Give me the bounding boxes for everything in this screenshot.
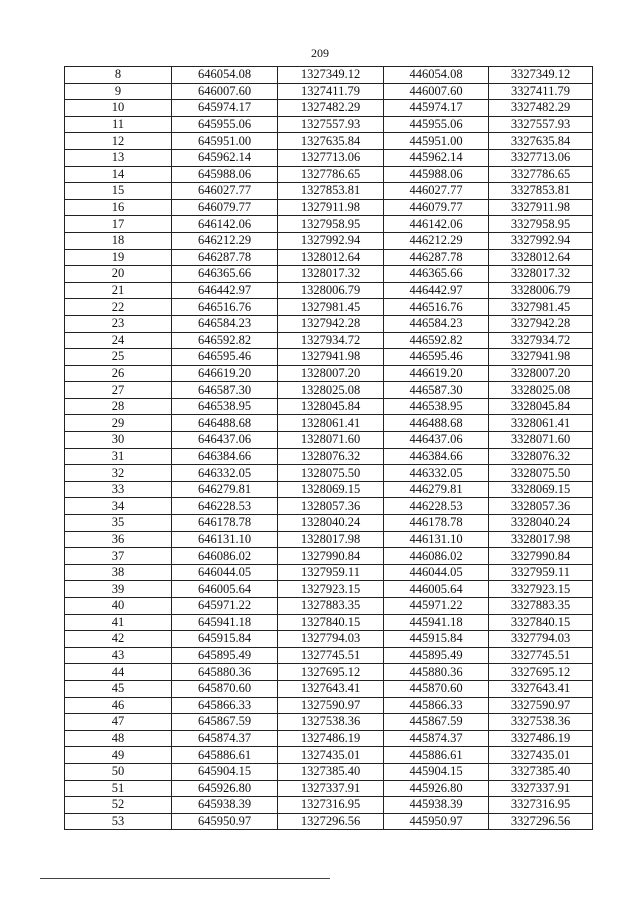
y1-cell: 1328075.50 bbox=[278, 465, 384, 482]
x2-cell: 445974.17 bbox=[384, 100, 489, 117]
x2-cell: 445880.36 bbox=[384, 664, 489, 681]
y1-cell: 1327990.84 bbox=[278, 548, 384, 565]
y2-cell: 3328045.84 bbox=[489, 398, 593, 415]
point-number-cell: 15 bbox=[65, 183, 172, 200]
point-number-cell: 23 bbox=[65, 315, 172, 332]
y2-cell: 3327745.51 bbox=[489, 647, 593, 664]
y1-cell: 1328045.84 bbox=[278, 398, 384, 415]
point-number-cell: 17 bbox=[65, 216, 172, 233]
point-number-cell: 48 bbox=[65, 730, 172, 747]
y1-cell: 1327958.95 bbox=[278, 216, 384, 233]
x2-cell: 446365.66 bbox=[384, 266, 489, 283]
x1-cell: 645870.60 bbox=[172, 680, 278, 697]
x1-cell: 646287.78 bbox=[172, 249, 278, 266]
x2-cell: 445867.59 bbox=[384, 714, 489, 731]
x2-cell: 445866.33 bbox=[384, 697, 489, 714]
y1-cell: 1328061.41 bbox=[278, 415, 384, 432]
x1-cell: 646619.20 bbox=[172, 365, 278, 382]
point-number-cell: 45 bbox=[65, 680, 172, 697]
x2-cell: 446437.06 bbox=[384, 432, 489, 449]
y2-cell: 3327695.12 bbox=[489, 664, 593, 681]
y2-cell: 3327713.06 bbox=[489, 149, 593, 166]
table-row bbox=[65, 166, 593, 183]
x1-cell: 646587.30 bbox=[172, 382, 278, 399]
y1-cell: 1327349.12 bbox=[278, 67, 384, 84]
point-number-cell: 12 bbox=[65, 133, 172, 150]
x1-cell: 646079.77 bbox=[172, 199, 278, 216]
table-row bbox=[65, 664, 593, 681]
x1-cell: 646516.76 bbox=[172, 299, 278, 316]
y2-cell: 3327786.65 bbox=[489, 166, 593, 183]
y1-cell: 1327643.41 bbox=[278, 680, 384, 697]
x1-cell: 646437.06 bbox=[172, 432, 278, 449]
y2-cell: 3327911.98 bbox=[489, 199, 593, 216]
table-row bbox=[65, 332, 593, 349]
table-row bbox=[65, 382, 593, 399]
x1-cell: 646142.06 bbox=[172, 216, 278, 233]
y2-cell: 3327942.28 bbox=[489, 315, 593, 332]
y2-cell: 3327883.35 bbox=[489, 598, 593, 615]
table-row bbox=[65, 183, 593, 200]
table-row bbox=[65, 415, 593, 432]
y1-cell: 1327942.28 bbox=[278, 315, 384, 332]
y2-cell: 3327482.29 bbox=[489, 100, 593, 117]
y2-cell: 3327643.41 bbox=[489, 680, 593, 697]
point-number-cell: 18 bbox=[65, 232, 172, 249]
x2-cell: 446007.60 bbox=[384, 83, 489, 100]
x2-cell: 446584.23 bbox=[384, 315, 489, 332]
x1-cell: 645955.06 bbox=[172, 116, 278, 133]
x1-cell: 645962.14 bbox=[172, 149, 278, 166]
table-row bbox=[65, 349, 593, 366]
y1-cell: 1327635.84 bbox=[278, 133, 384, 150]
point-number-cell: 52 bbox=[65, 797, 172, 814]
y2-cell: 3328007.20 bbox=[489, 365, 593, 382]
table-row bbox=[65, 763, 593, 780]
point-number-cell: 31 bbox=[65, 448, 172, 465]
y1-cell: 1327482.29 bbox=[278, 100, 384, 117]
y1-cell: 1327959.11 bbox=[278, 564, 384, 581]
y1-cell: 1327538.36 bbox=[278, 714, 384, 731]
x1-cell: 645971.22 bbox=[172, 598, 278, 615]
y1-cell: 1327934.72 bbox=[278, 332, 384, 349]
y1-cell: 1327695.12 bbox=[278, 664, 384, 681]
y2-cell: 3327934.72 bbox=[489, 332, 593, 349]
table-row bbox=[65, 714, 593, 731]
table-row bbox=[65, 67, 593, 84]
table-row bbox=[65, 531, 593, 548]
x1-cell: 645886.61 bbox=[172, 747, 278, 764]
x2-cell: 445915.84 bbox=[384, 631, 489, 648]
point-number-cell: 26 bbox=[65, 365, 172, 382]
y1-cell: 1327296.56 bbox=[278, 813, 384, 830]
point-number-cell: 49 bbox=[65, 747, 172, 764]
point-number-cell: 41 bbox=[65, 614, 172, 631]
y2-cell: 3327958.95 bbox=[489, 216, 593, 233]
y1-cell: 1328007.20 bbox=[278, 365, 384, 382]
x2-cell: 446131.10 bbox=[384, 531, 489, 548]
table-row bbox=[65, 548, 593, 565]
point-number-cell: 50 bbox=[65, 763, 172, 780]
x1-cell: 646044.05 bbox=[172, 564, 278, 581]
table-row bbox=[65, 515, 593, 532]
coordinates-table-body bbox=[65, 67, 593, 830]
x1-cell: 646592.82 bbox=[172, 332, 278, 349]
y2-cell: 3327557.93 bbox=[489, 116, 593, 133]
y1-cell: 1327911.98 bbox=[278, 199, 384, 216]
y2-cell: 3327992.94 bbox=[489, 232, 593, 249]
y1-cell: 1327992.94 bbox=[278, 232, 384, 249]
table-row bbox=[65, 481, 593, 498]
y2-cell: 3327840.15 bbox=[489, 614, 593, 631]
x1-cell: 646212.29 bbox=[172, 232, 278, 249]
table-row bbox=[65, 747, 593, 764]
y1-cell: 1327883.35 bbox=[278, 598, 384, 615]
x1-cell: 645874.37 bbox=[172, 730, 278, 747]
y2-cell: 3328006.79 bbox=[489, 282, 593, 299]
y1-cell: 1327840.15 bbox=[278, 614, 384, 631]
x1-cell: 645938.39 bbox=[172, 797, 278, 814]
point-number-cell: 28 bbox=[65, 398, 172, 415]
x1-cell: 645915.84 bbox=[172, 631, 278, 648]
coordinates-table bbox=[64, 66, 593, 830]
y1-cell: 1327794.03 bbox=[278, 631, 384, 648]
y2-cell: 3328025.08 bbox=[489, 382, 593, 399]
point-number-cell: 29 bbox=[65, 415, 172, 432]
y1-cell: 1328069.15 bbox=[278, 481, 384, 498]
table-row bbox=[65, 448, 593, 465]
table-row bbox=[65, 232, 593, 249]
y2-cell: 3327590.97 bbox=[489, 697, 593, 714]
point-number-cell: 35 bbox=[65, 515, 172, 532]
x2-cell: 445886.61 bbox=[384, 747, 489, 764]
x2-cell: 446228.53 bbox=[384, 498, 489, 515]
point-number-cell: 14 bbox=[65, 166, 172, 183]
point-number-cell: 34 bbox=[65, 498, 172, 515]
y1-cell: 1327941.98 bbox=[278, 349, 384, 366]
table-row bbox=[65, 249, 593, 266]
y2-cell: 3327990.84 bbox=[489, 548, 593, 565]
y1-cell: 1327486.19 bbox=[278, 730, 384, 747]
point-number-cell: 37 bbox=[65, 548, 172, 565]
y1-cell: 1327385.40 bbox=[278, 763, 384, 780]
point-number-cell: 38 bbox=[65, 564, 172, 581]
table-row bbox=[65, 797, 593, 814]
table-row bbox=[65, 266, 593, 283]
y1-cell: 1327923.15 bbox=[278, 581, 384, 598]
point-number-cell: 46 bbox=[65, 697, 172, 714]
x2-cell: 446442.97 bbox=[384, 282, 489, 299]
x1-cell: 646279.81 bbox=[172, 481, 278, 498]
x2-cell: 446027.77 bbox=[384, 183, 489, 200]
x1-cell: 645988.06 bbox=[172, 166, 278, 183]
table-row bbox=[65, 730, 593, 747]
x2-cell: 445904.15 bbox=[384, 763, 489, 780]
y2-cell: 3328075.50 bbox=[489, 465, 593, 482]
x2-cell: 446332.05 bbox=[384, 465, 489, 482]
table-row bbox=[65, 282, 593, 299]
x1-cell: 646027.77 bbox=[172, 183, 278, 200]
point-number-cell: 30 bbox=[65, 432, 172, 449]
x2-cell: 446587.30 bbox=[384, 382, 489, 399]
y2-cell: 3327959.11 bbox=[489, 564, 593, 581]
y1-cell: 1328071.60 bbox=[278, 432, 384, 449]
point-number-cell: 27 bbox=[65, 382, 172, 399]
y1-cell: 1328040.24 bbox=[278, 515, 384, 532]
x1-cell: 645904.15 bbox=[172, 763, 278, 780]
table-row bbox=[65, 216, 593, 233]
point-number-cell: 10 bbox=[65, 100, 172, 117]
table-row bbox=[65, 631, 593, 648]
y1-cell: 1327590.97 bbox=[278, 697, 384, 714]
y2-cell: 3327538.36 bbox=[489, 714, 593, 731]
y1-cell: 1327745.51 bbox=[278, 647, 384, 664]
y2-cell: 3327981.45 bbox=[489, 299, 593, 316]
x2-cell: 445950.97 bbox=[384, 813, 489, 830]
x2-cell: 446516.76 bbox=[384, 299, 489, 316]
x2-cell: 445951.00 bbox=[384, 133, 489, 150]
y1-cell: 1327435.01 bbox=[278, 747, 384, 764]
x1-cell: 646595.46 bbox=[172, 349, 278, 366]
y1-cell: 1328012.64 bbox=[278, 249, 384, 266]
footer-rule bbox=[40, 878, 330, 879]
y1-cell: 1327337.91 bbox=[278, 780, 384, 797]
y2-cell: 3327853.81 bbox=[489, 183, 593, 200]
y2-cell: 3327635.84 bbox=[489, 133, 593, 150]
y2-cell: 3327385.40 bbox=[489, 763, 593, 780]
x1-cell: 646007.60 bbox=[172, 83, 278, 100]
x2-cell: 446044.05 bbox=[384, 564, 489, 581]
x2-cell: 446142.06 bbox=[384, 216, 489, 233]
x1-cell: 646005.64 bbox=[172, 581, 278, 598]
y1-cell: 1327713.06 bbox=[278, 149, 384, 166]
x1-cell: 646488.68 bbox=[172, 415, 278, 432]
point-number-cell: 11 bbox=[65, 116, 172, 133]
point-number-cell: 36 bbox=[65, 531, 172, 548]
table-row bbox=[65, 398, 593, 415]
x1-cell: 646086.02 bbox=[172, 548, 278, 565]
table-row bbox=[65, 365, 593, 382]
table-row bbox=[65, 498, 593, 515]
y2-cell: 3327411.79 bbox=[489, 83, 593, 100]
point-number-cell: 53 bbox=[65, 813, 172, 830]
x2-cell: 446287.78 bbox=[384, 249, 489, 266]
x2-cell: 445895.49 bbox=[384, 647, 489, 664]
y2-cell: 3327296.56 bbox=[489, 813, 593, 830]
y2-cell: 3327941.98 bbox=[489, 349, 593, 366]
y1-cell: 1328025.08 bbox=[278, 382, 384, 399]
x1-cell: 646054.08 bbox=[172, 67, 278, 84]
x1-cell: 645867.59 bbox=[172, 714, 278, 731]
y1-cell: 1327981.45 bbox=[278, 299, 384, 316]
y1-cell: 1328076.32 bbox=[278, 448, 384, 465]
table-row bbox=[65, 83, 593, 100]
table-row bbox=[65, 315, 593, 332]
point-number-cell: 39 bbox=[65, 581, 172, 598]
x1-cell: 646384.66 bbox=[172, 448, 278, 465]
x1-cell: 645950.97 bbox=[172, 813, 278, 830]
y2-cell: 3328057.36 bbox=[489, 498, 593, 515]
y1-cell: 1327853.81 bbox=[278, 183, 384, 200]
x1-cell: 646131.10 bbox=[172, 531, 278, 548]
y1-cell: 1327557.93 bbox=[278, 116, 384, 133]
x2-cell: 446619.20 bbox=[384, 365, 489, 382]
x1-cell: 645974.17 bbox=[172, 100, 278, 117]
y2-cell: 3328017.98 bbox=[489, 531, 593, 548]
y1-cell: 1328006.79 bbox=[278, 282, 384, 299]
table-row bbox=[65, 581, 593, 598]
table-row bbox=[65, 432, 593, 449]
table-row bbox=[65, 465, 593, 482]
table-row bbox=[65, 100, 593, 117]
point-number-cell: 21 bbox=[65, 282, 172, 299]
point-number-cell: 44 bbox=[65, 664, 172, 681]
table-row bbox=[65, 299, 593, 316]
point-number-cell: 33 bbox=[65, 481, 172, 498]
x2-cell: 446538.95 bbox=[384, 398, 489, 415]
y2-cell: 3328040.24 bbox=[489, 515, 593, 532]
x2-cell: 446178.78 bbox=[384, 515, 489, 532]
x2-cell: 446595.46 bbox=[384, 349, 489, 366]
x1-cell: 646442.97 bbox=[172, 282, 278, 299]
x1-cell: 645926.80 bbox=[172, 780, 278, 797]
table-row bbox=[65, 647, 593, 664]
x2-cell: 445988.06 bbox=[384, 166, 489, 183]
y2-cell: 3328061.41 bbox=[489, 415, 593, 432]
y1-cell: 1328017.32 bbox=[278, 266, 384, 283]
y2-cell: 3327349.12 bbox=[489, 67, 593, 84]
y2-cell: 3327435.01 bbox=[489, 747, 593, 764]
point-number-cell: 40 bbox=[65, 598, 172, 615]
y2-cell: 3328071.60 bbox=[489, 432, 593, 449]
table-row bbox=[65, 780, 593, 797]
x1-cell: 646538.95 bbox=[172, 398, 278, 415]
x2-cell: 445941.18 bbox=[384, 614, 489, 631]
table-row bbox=[65, 564, 593, 581]
x2-cell: 446079.77 bbox=[384, 199, 489, 216]
y1-cell: 1327316.95 bbox=[278, 797, 384, 814]
y2-cell: 3327337.91 bbox=[489, 780, 593, 797]
x2-cell: 445938.39 bbox=[384, 797, 489, 814]
point-number-cell: 24 bbox=[65, 332, 172, 349]
x2-cell: 445874.37 bbox=[384, 730, 489, 747]
point-number-cell: 16 bbox=[65, 199, 172, 216]
point-number-cell: 42 bbox=[65, 631, 172, 648]
y1-cell: 1327411.79 bbox=[278, 83, 384, 100]
y2-cell: 3328012.64 bbox=[489, 249, 593, 266]
point-number-cell: 51 bbox=[65, 780, 172, 797]
page-number: 209 bbox=[311, 46, 329, 60]
x1-cell: 645941.18 bbox=[172, 614, 278, 631]
table-row bbox=[65, 680, 593, 697]
x2-cell: 446086.02 bbox=[384, 548, 489, 565]
x2-cell: 445955.06 bbox=[384, 116, 489, 133]
table-row bbox=[65, 614, 593, 631]
x1-cell: 646365.66 bbox=[172, 266, 278, 283]
x2-cell: 446054.08 bbox=[384, 67, 489, 84]
table-row bbox=[65, 697, 593, 714]
y2-cell: 3328017.32 bbox=[489, 266, 593, 283]
x2-cell: 446279.81 bbox=[384, 481, 489, 498]
point-number-cell: 47 bbox=[65, 714, 172, 731]
table-row bbox=[65, 133, 593, 150]
x1-cell: 646584.23 bbox=[172, 315, 278, 332]
y2-cell: 3328076.32 bbox=[489, 448, 593, 465]
y1-cell: 1328017.98 bbox=[278, 531, 384, 548]
point-number-cell: 20 bbox=[65, 266, 172, 283]
point-number-cell: 9 bbox=[65, 83, 172, 100]
x1-cell: 645895.49 bbox=[172, 647, 278, 664]
x1-cell: 646228.53 bbox=[172, 498, 278, 515]
y2-cell: 3327316.95 bbox=[489, 797, 593, 814]
y1-cell: 1328057.36 bbox=[278, 498, 384, 515]
point-number-cell: 19 bbox=[65, 249, 172, 266]
point-number-cell: 22 bbox=[65, 299, 172, 316]
x1-cell: 645951.00 bbox=[172, 133, 278, 150]
y2-cell: 3327794.03 bbox=[489, 631, 593, 648]
x2-cell: 445870.60 bbox=[384, 680, 489, 697]
x2-cell: 446212.29 bbox=[384, 232, 489, 249]
x2-cell: 446488.68 bbox=[384, 415, 489, 432]
y2-cell: 3327923.15 bbox=[489, 581, 593, 598]
x1-cell: 645880.36 bbox=[172, 664, 278, 681]
point-number-cell: 8 bbox=[65, 67, 172, 84]
x2-cell: 446384.66 bbox=[384, 448, 489, 465]
x2-cell: 446005.64 bbox=[384, 581, 489, 598]
x2-cell: 445926.80 bbox=[384, 780, 489, 797]
x2-cell: 445971.22 bbox=[384, 598, 489, 615]
table-row bbox=[65, 813, 593, 830]
point-number-cell: 13 bbox=[65, 149, 172, 166]
y2-cell: 3328069.15 bbox=[489, 481, 593, 498]
y2-cell: 3327486.19 bbox=[489, 730, 593, 747]
x2-cell: 446592.82 bbox=[384, 332, 489, 349]
point-number-cell: 32 bbox=[65, 465, 172, 482]
x2-cell: 445962.14 bbox=[384, 149, 489, 166]
point-number-cell: 25 bbox=[65, 349, 172, 366]
table-row bbox=[65, 116, 593, 133]
table-row bbox=[65, 598, 593, 615]
point-number-cell: 43 bbox=[65, 647, 172, 664]
x1-cell: 645866.33 bbox=[172, 697, 278, 714]
y1-cell: 1327786.65 bbox=[278, 166, 384, 183]
x1-cell: 646332.05 bbox=[172, 465, 278, 482]
table-row bbox=[65, 199, 593, 216]
x1-cell: 646178.78 bbox=[172, 515, 278, 532]
table-row bbox=[65, 149, 593, 166]
